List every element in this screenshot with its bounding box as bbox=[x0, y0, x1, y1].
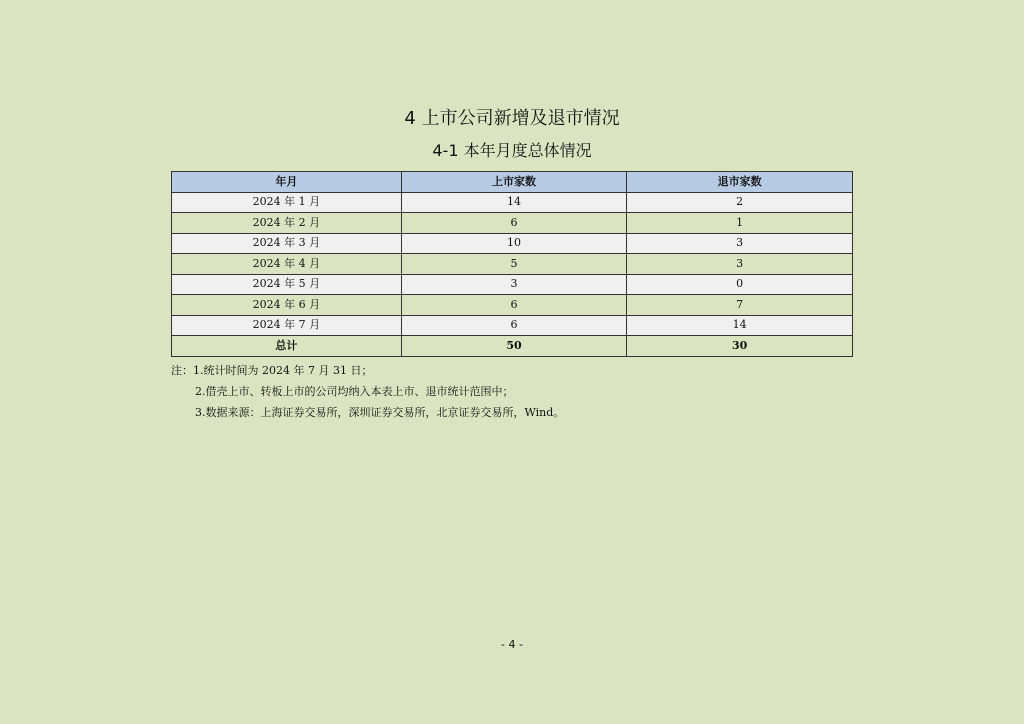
cell-delistings: 3 bbox=[627, 254, 853, 275]
note-2: 2.借壳上市、转板上市的公司均纳入本表上市、退市统计范围中； bbox=[195, 385, 514, 398]
cell-listings: 6 bbox=[401, 315, 627, 336]
cell-year-month: 2024 年 7 月 bbox=[172, 315, 402, 336]
cell-delistings: 2 bbox=[627, 192, 853, 213]
cell-listings: 3 bbox=[401, 274, 627, 295]
table-row bbox=[172, 192, 853, 213]
cell-listings: 6 bbox=[401, 295, 627, 316]
total-listings: 50 bbox=[401, 336, 627, 357]
cell-listings: 14 bbox=[401, 192, 627, 213]
cell-delistings: 1 bbox=[627, 213, 853, 234]
cell-delistings: 0 bbox=[627, 274, 853, 295]
table-row bbox=[172, 213, 853, 234]
cell-delistings: 7 bbox=[627, 295, 853, 316]
total-delistings: 30 bbox=[627, 336, 853, 357]
cell-listings: 10 bbox=[401, 233, 627, 254]
cell-year-month: 2024 年 4 月 bbox=[172, 254, 402, 275]
listing-delisting-table bbox=[171, 171, 853, 357]
note-1: 注：1.统计时间为 2024 年 7 月 31 日； bbox=[171, 364, 373, 377]
section-title: 4 上市公司新增及退市情况 bbox=[404, 108, 620, 129]
table-notes bbox=[171, 360, 564, 423]
cell-delistings: 14 bbox=[627, 315, 853, 336]
cell-listings: 6 bbox=[401, 213, 627, 234]
table-row bbox=[172, 254, 853, 275]
cell-year-month: 2024 年 2 月 bbox=[172, 213, 402, 234]
table-row bbox=[172, 295, 853, 316]
cell-listings: 5 bbox=[401, 254, 627, 275]
page-number: - 4 - bbox=[501, 638, 523, 651]
cell-year-month: 2024 年 3 月 bbox=[172, 233, 402, 254]
table-row bbox=[172, 315, 853, 336]
header-listings: 上市家数 bbox=[401, 172, 627, 193]
table-title: 4-1 本年月度总体情况 bbox=[432, 141, 592, 160]
table-row bbox=[172, 233, 853, 254]
table-row bbox=[172, 274, 853, 295]
cell-year-month: 2024 年 1 月 bbox=[172, 192, 402, 213]
total-label: 总计 bbox=[172, 336, 402, 357]
cell-delistings: 3 bbox=[627, 233, 853, 254]
cell-year-month: 2024 年 6 月 bbox=[172, 295, 402, 316]
table-header-row bbox=[172, 172, 853, 193]
header-delistings: 退市家数 bbox=[627, 172, 853, 193]
header-year-month: 年月 bbox=[172, 172, 402, 193]
table-total-row bbox=[172, 336, 853, 357]
cell-year-month: 2024 年 5 月 bbox=[172, 274, 402, 295]
note-3: 3.数据来源：上海证券交易所，深圳证券交易所，北京证券交易所，Wind。 bbox=[195, 406, 565, 419]
